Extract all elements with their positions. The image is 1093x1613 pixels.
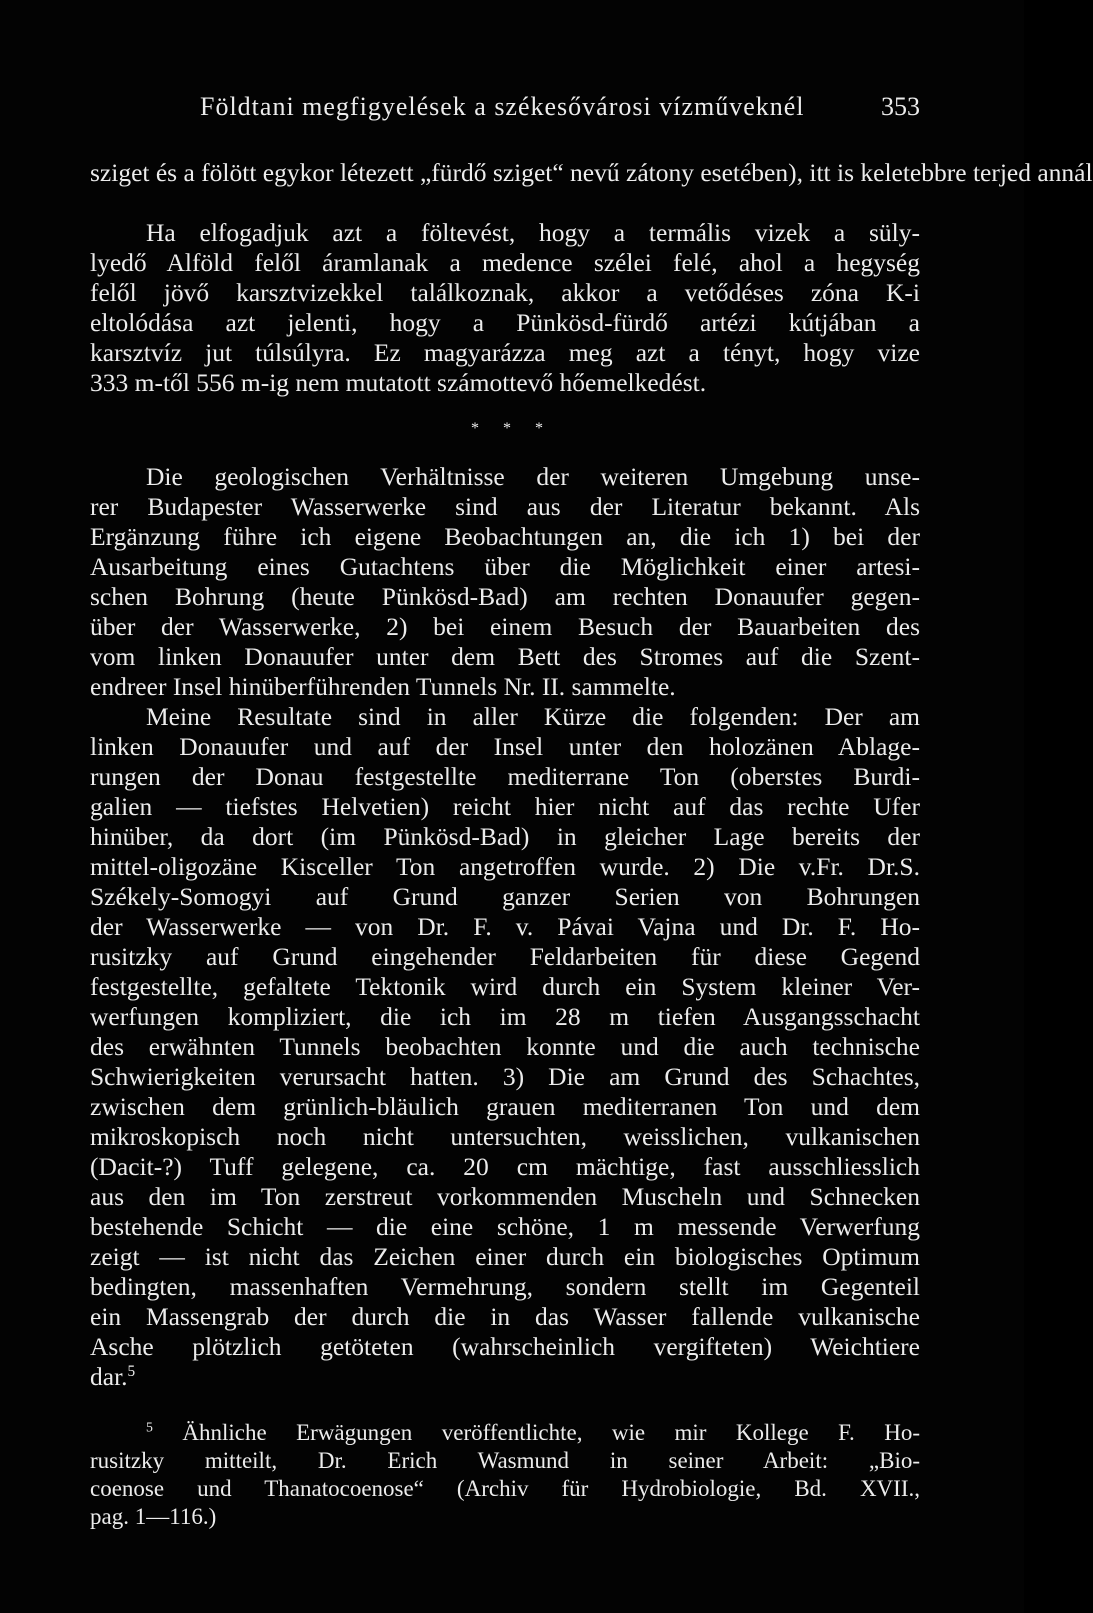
text-line: festgestellte, gefaltete Tektonik wird durch ein System kleiner Ver- xyxy=(90,972,920,1001)
footnote-line: coenose und Thanatocoenose“ (Archiv für Hydrobiologie, Bd. XVII., xyxy=(90,1476,920,1501)
running-title: Földtani megfigyelések a székesővárosi vízműveknél xyxy=(200,92,805,121)
text-line: Székely-Somogyi auf Grund ganzer Serien von Bohrungen xyxy=(90,882,920,911)
text-line: Ha elfogadjuk azt a föltevést, hogy a termális vizek a süly- xyxy=(146,218,920,247)
text-line: schen Bohrung (heute Pünkösd-Bad) am rechten Donauufer gegen- xyxy=(90,582,920,611)
text-line: (Dacit-?) Tuff gelegene, ca. 20 cm mächtige, fast ausschliesslich xyxy=(90,1152,920,1181)
text-line: rer Budapester Wasserwerke sind aus der Literatur bekannt. Als xyxy=(90,492,920,521)
text-line: bestehende Schicht — die eine schöne, 1 m messende Verwerfung xyxy=(90,1212,920,1241)
text-line: über der Wasserwerke, 2) bei einem Besuch der Bauarbeiten des xyxy=(90,612,920,641)
text-line: Ausarbeitung eines Gutachtens über die Möglichkeit einer artesi- xyxy=(90,552,920,581)
text-line: rusitzky auf Grund eingehender Feldarbeiten für diese Gegend xyxy=(90,942,920,971)
text-line: linken Donauufer und auf der Insel unter den holozänen Ablage- xyxy=(90,732,920,761)
footnote-line: pag. 1—116.) xyxy=(90,1504,217,1529)
text-line: Meine Resultate sind in aller Kürze die folgenden: Der am xyxy=(146,702,920,731)
section-separator: * * * xyxy=(471,420,553,437)
text-line: Die geologischen Verhältnisse der weiteren Umgebung unse- xyxy=(146,462,920,491)
text-line: 333 m-től 556 m-ig nem mutatott számottevő hőemelkedést. xyxy=(90,368,707,397)
footnote-reference: 5 xyxy=(127,1362,136,1380)
text-line: bedingten, massenhaften Vermehrung, sondern stellt im Gegenteil xyxy=(90,1272,920,1301)
text-line: hinüber, da dort (im Pünkösd-Bad) in gleicher Lage bereits der xyxy=(90,822,920,851)
text-line: mittel-oligozäne Kisceller Ton angetroffen wurde. 2) Die v.Fr. Dr.S. xyxy=(90,852,920,881)
text-line: sziget és a fölött egykor létezett „fürdő sziget“ nevű zátony esetében), itt is keletebbre terjed annál xyxy=(90,158,1093,187)
text-line xyxy=(90,1362,920,1392)
footnote-line xyxy=(146,1418,920,1448)
text-line: zwischen dem grünlich-bläulich grauen mediterranen Ton und dem xyxy=(90,1092,920,1121)
text-line: Ergänzung führe ich eigene Beobachtungen an, die ich 1) bei der xyxy=(90,522,920,551)
page-number: 353 xyxy=(881,92,920,121)
footnote-line-text: Ähnliche Erwägungen veröffentlichte, wie mir Kollege F. Ho- xyxy=(182,1420,920,1445)
text-line: ein Massengrab der durch die in das Wasser fallende vulkanische xyxy=(90,1302,920,1331)
text-line: galien — tiefstes Helvetien) reicht hier nicht auf das rechte Ufer xyxy=(90,792,920,821)
text-line: zeigt — ist nicht das Zeichen einer durch ein biologisches Optimum xyxy=(90,1242,920,1271)
text-line: lyedő Alföld felől áramlanak a medence szélei felé, ahol a hegység xyxy=(90,248,920,277)
footnote-mark: 5 xyxy=(146,1419,153,1435)
text-line: des erwähnten Tunnels beobachten konnte und die auch technische xyxy=(90,1032,920,1061)
text-line: eltolódása azt jelenti, hogy a Pünkösd-fürdő artézi kútjában a xyxy=(90,308,920,337)
text-line-content: dar. xyxy=(90,1362,128,1391)
text-line: endreer Insel hinüberführenden Tunnels Nr. II. sammelte. xyxy=(90,672,676,701)
text-line: Schwierigkeiten verursacht hatten. 3) Die am Grund des Schachtes, xyxy=(90,1062,920,1091)
text-line: werfungen kompliziert, die ich im 28 m tiefen Ausgangsschacht xyxy=(90,1002,920,1031)
text-line: vom linken Donauufer unter dem Bett des Stromes auf die Szent- xyxy=(90,642,920,671)
text-line: mikroskopisch noch nicht untersuchten, weisslichen, vulkanischen xyxy=(90,1122,920,1151)
text-line: aus den im Ton zerstreut vorkommenden Muscheln und Schnecken xyxy=(90,1182,920,1211)
text-line: rungen der Donau festgestellte mediterrane Ton (oberstes Burdi- xyxy=(90,762,920,791)
text-line: felől jövő karsztvizekkel találkoznak, akkor a vetődéses zóna K-i xyxy=(90,278,920,307)
text-line: der Wasserwerke — von Dr. F. v. Pávai Vajna und Dr. F. Ho- xyxy=(90,912,920,941)
footnote-line: rusitzky mitteilt, Dr. Erich Wasmund in seiner Arbeit: „Bio- xyxy=(90,1448,920,1473)
page-header xyxy=(90,92,920,128)
text-line: Asche plötzlich getöteten (wahrscheinlich vergifteten) Weichtiere xyxy=(90,1332,920,1361)
text-line: karsztvíz jut túlsúlyra. Ez magyarázza meg azt a tényt, hogy vize xyxy=(90,338,920,367)
